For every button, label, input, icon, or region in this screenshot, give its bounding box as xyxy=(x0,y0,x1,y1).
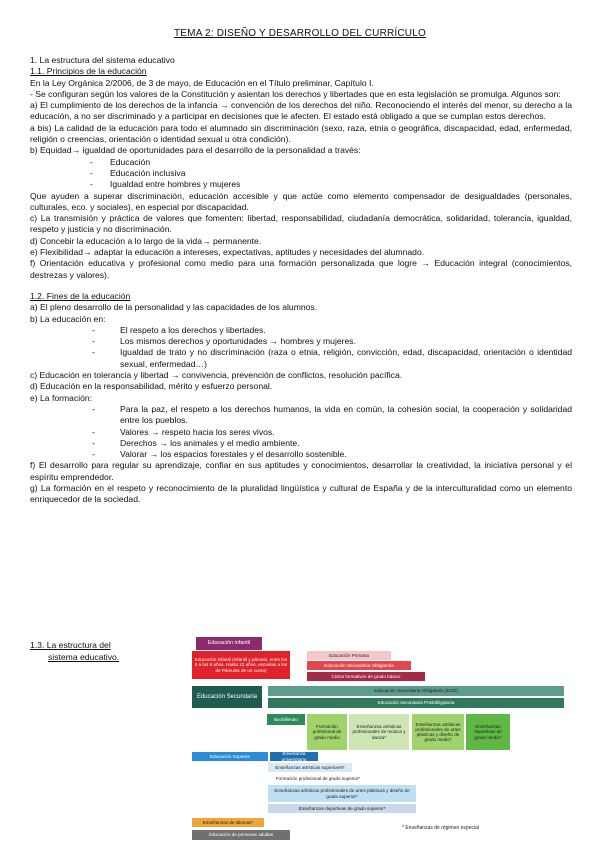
list-item: - Educación xyxy=(30,157,572,168)
document-body xyxy=(30,55,572,506)
box-fp-sup: Formación profesional de grado superior* xyxy=(268,774,368,783)
diagram-footnote: * Enseñanzas de régimen especial xyxy=(402,825,479,831)
paragraph: a) El pleno desarrollo de la personalidad y las capacidades de los alumnos. xyxy=(30,302,318,313)
box-ensenanzas-prof: Enseñanzas artísticas profesionales de música y danza* xyxy=(349,714,409,750)
section-heading-1-3: 1.3. La estructura del sistema educativo. xyxy=(30,640,120,662)
section-heading-1-1: 1.1. Principios de la educación xyxy=(30,66,147,77)
box-dep-sup: Enseñanzas deportivas de grado superior* xyxy=(268,804,416,813)
paragraph: c) Educación en tolerancia y libertad → convivencia, prevención de conflictos, resolución pacífica. xyxy=(30,370,403,381)
list-item: - Educación inclusiva xyxy=(30,168,572,179)
list-item: - Valorar → los espacios forestales y el desarrollo sostenible. xyxy=(30,449,572,460)
box-bachillerato: Bachillerato xyxy=(267,714,305,725)
bullet-list xyxy=(30,325,572,370)
box-art-plas-sup: Enseñanzas artísticas profesionales de artes plásticas y diseño de grado superior* xyxy=(268,785,416,802)
page-title: TEMA 2: DISEÑO Y DESARROLLO DEL CURRÍCULO xyxy=(174,28,426,39)
box-postobligatoria-bar: Educación secundaria Postobligatoria xyxy=(268,698,564,708)
box-universitaria: Enseñanza universitaria xyxy=(270,752,318,761)
paragraph: g) La formación en el respeto y reconocimiento de la pluralidad lingüística y cultural de España y de la interculturalidad como un elemento enriquecedor de la sociedad. xyxy=(30,482,572,505)
box-ensenanzas-artes: Enseñanzas artísticas profesionales de artes plásticas y diseño de grado medio* xyxy=(412,714,464,750)
box-art-sup: Enseñanzas artísticas superiores* xyxy=(268,763,352,772)
box-adultos: Educación de personas adultas xyxy=(192,830,290,840)
box-superior-label: Educación Superior xyxy=(192,752,268,761)
education-system-diagram xyxy=(192,634,582,842)
paragraph: f) Orientación educativa y profesional como medio para una formación personalizada que logre → Educación integral (conocimientos, destrezas y valores). xyxy=(30,258,572,280)
paragraph: e) La formación: xyxy=(30,392,93,403)
box-infantil-title: Educación infantil xyxy=(196,637,262,650)
section-heading-1-2: 1.2. Fines de la educación xyxy=(30,290,131,301)
paragraph: En la Ley Orgánica 2/2006, de 3 de mayo, de Educación en el Título preliminar, Capítulo I. xyxy=(30,77,374,88)
list-item: - Igualdad de trato y no discriminación (raza o etnia, religión, convicción, edad, discapacidad, orientación o identidad sexual, enfermedad…) xyxy=(30,347,572,370)
paragraph: f) El desarrollo para regular su aprendizaje, confiar en sus aptitudes y conocimientos, desarrollar la creatividad, la iniciativa personal y el espíritu emprendedor. xyxy=(30,460,572,482)
paragraph: d) Concebir la educación a lo largo de la vida→ permanente. xyxy=(30,235,262,246)
paragraph: c) La transmisión y práctica de valores que fomenten: libertad, responsabilidad, ciudadanía democrática, solidaridad, tolerancia, igualdad, respeto y justicia y no discriminación. xyxy=(30,213,572,235)
paragraph: e) Flexibilidad→ adaptar la educación a intereses, expectativas, aptitudes y necesidades del alumnado. xyxy=(30,247,425,258)
box-eso-bar: Educación Secundaria Obligatoria (ESO) xyxy=(268,686,564,696)
paragraph: b) La educación en: xyxy=(30,313,106,324)
box-secundaria-label: Educación Secundaria xyxy=(192,686,262,708)
section-heading-1: 1. La estructura del sistema educativo xyxy=(30,55,175,65)
bullet-list xyxy=(30,157,572,191)
box-eso: Educación Secundaria Obligatoria xyxy=(307,661,411,670)
list-item: - Derechos → los animales y el medio ambiente. xyxy=(30,438,572,449)
list-item: - Valores → respeto hacia los seres vivos. xyxy=(30,427,572,438)
list-item: - El respeto a los derechos y libertades. xyxy=(30,325,572,336)
box-infantil-desc: Educación infantil (Infantil y párvulo, entre los 0 a los 6 años. Hasta 12 años, escuelas a los de Párvulos de un curso) xyxy=(192,651,290,679)
list-item: - Los mismos derechos y oportunidades → hombres y mujeres. xyxy=(30,336,572,347)
bullet-list xyxy=(30,404,572,460)
paragraph: - Se configuran según los valores de la Constitución y asientan los derechos y libertades que en esta legislación se promulga. Algunos son: xyxy=(30,88,561,99)
paragraph: d) Educación en la responsabilidad, mérito y esfuerzo personal. xyxy=(30,381,273,392)
paragraph: a bis) La calidad de la educación para todo el alumnado sin discriminación (sexo, raza, etnia o geográfica, discapacidad, edad, enfermedad, religión o creencias, orientación o identidad sexual u otra condición). xyxy=(30,122,572,145)
list-item: - Para la paz, el respeto a los derechos humanos, la vida en común, la cohesión social, la cooperación y solidaridad entre los pueblos. xyxy=(30,404,572,427)
list-item: - Igualdad entre hombres y mujeres xyxy=(30,179,572,190)
box-fp-media: Formación profesional de grado medio xyxy=(307,714,347,750)
paragraph: b) Equidad→ igualdad de oportunidades para el desarrollo de la personalidad a través: xyxy=(30,145,361,156)
box-ciclos-basicos: Ciclos formativos de grado básico xyxy=(307,672,425,681)
paragraph: Que ayuden a superar discriminación, educación accesible y que actúe como elemento compensador de desigualdades (personales, culturales, eco. y sociales), en especial por discapacidad. xyxy=(30,190,572,212)
box-idiomas: Enseñanzas de idiomas* xyxy=(192,818,264,827)
box-deportivas-media: Enseñanzas deportivas de grado medio* xyxy=(466,714,510,750)
box-primaria: Educación Primaria xyxy=(307,651,391,660)
paragraph: a) El cumplimiento de los derechos de la infancia → convención de los derechos del niño. Reconociendo el interés del menor, su derecho a la educación, a no ser discriminado y a participar en decisiones que le afecten. El estado está obligado a que se cumplan estos derechos. xyxy=(30,100,572,122)
